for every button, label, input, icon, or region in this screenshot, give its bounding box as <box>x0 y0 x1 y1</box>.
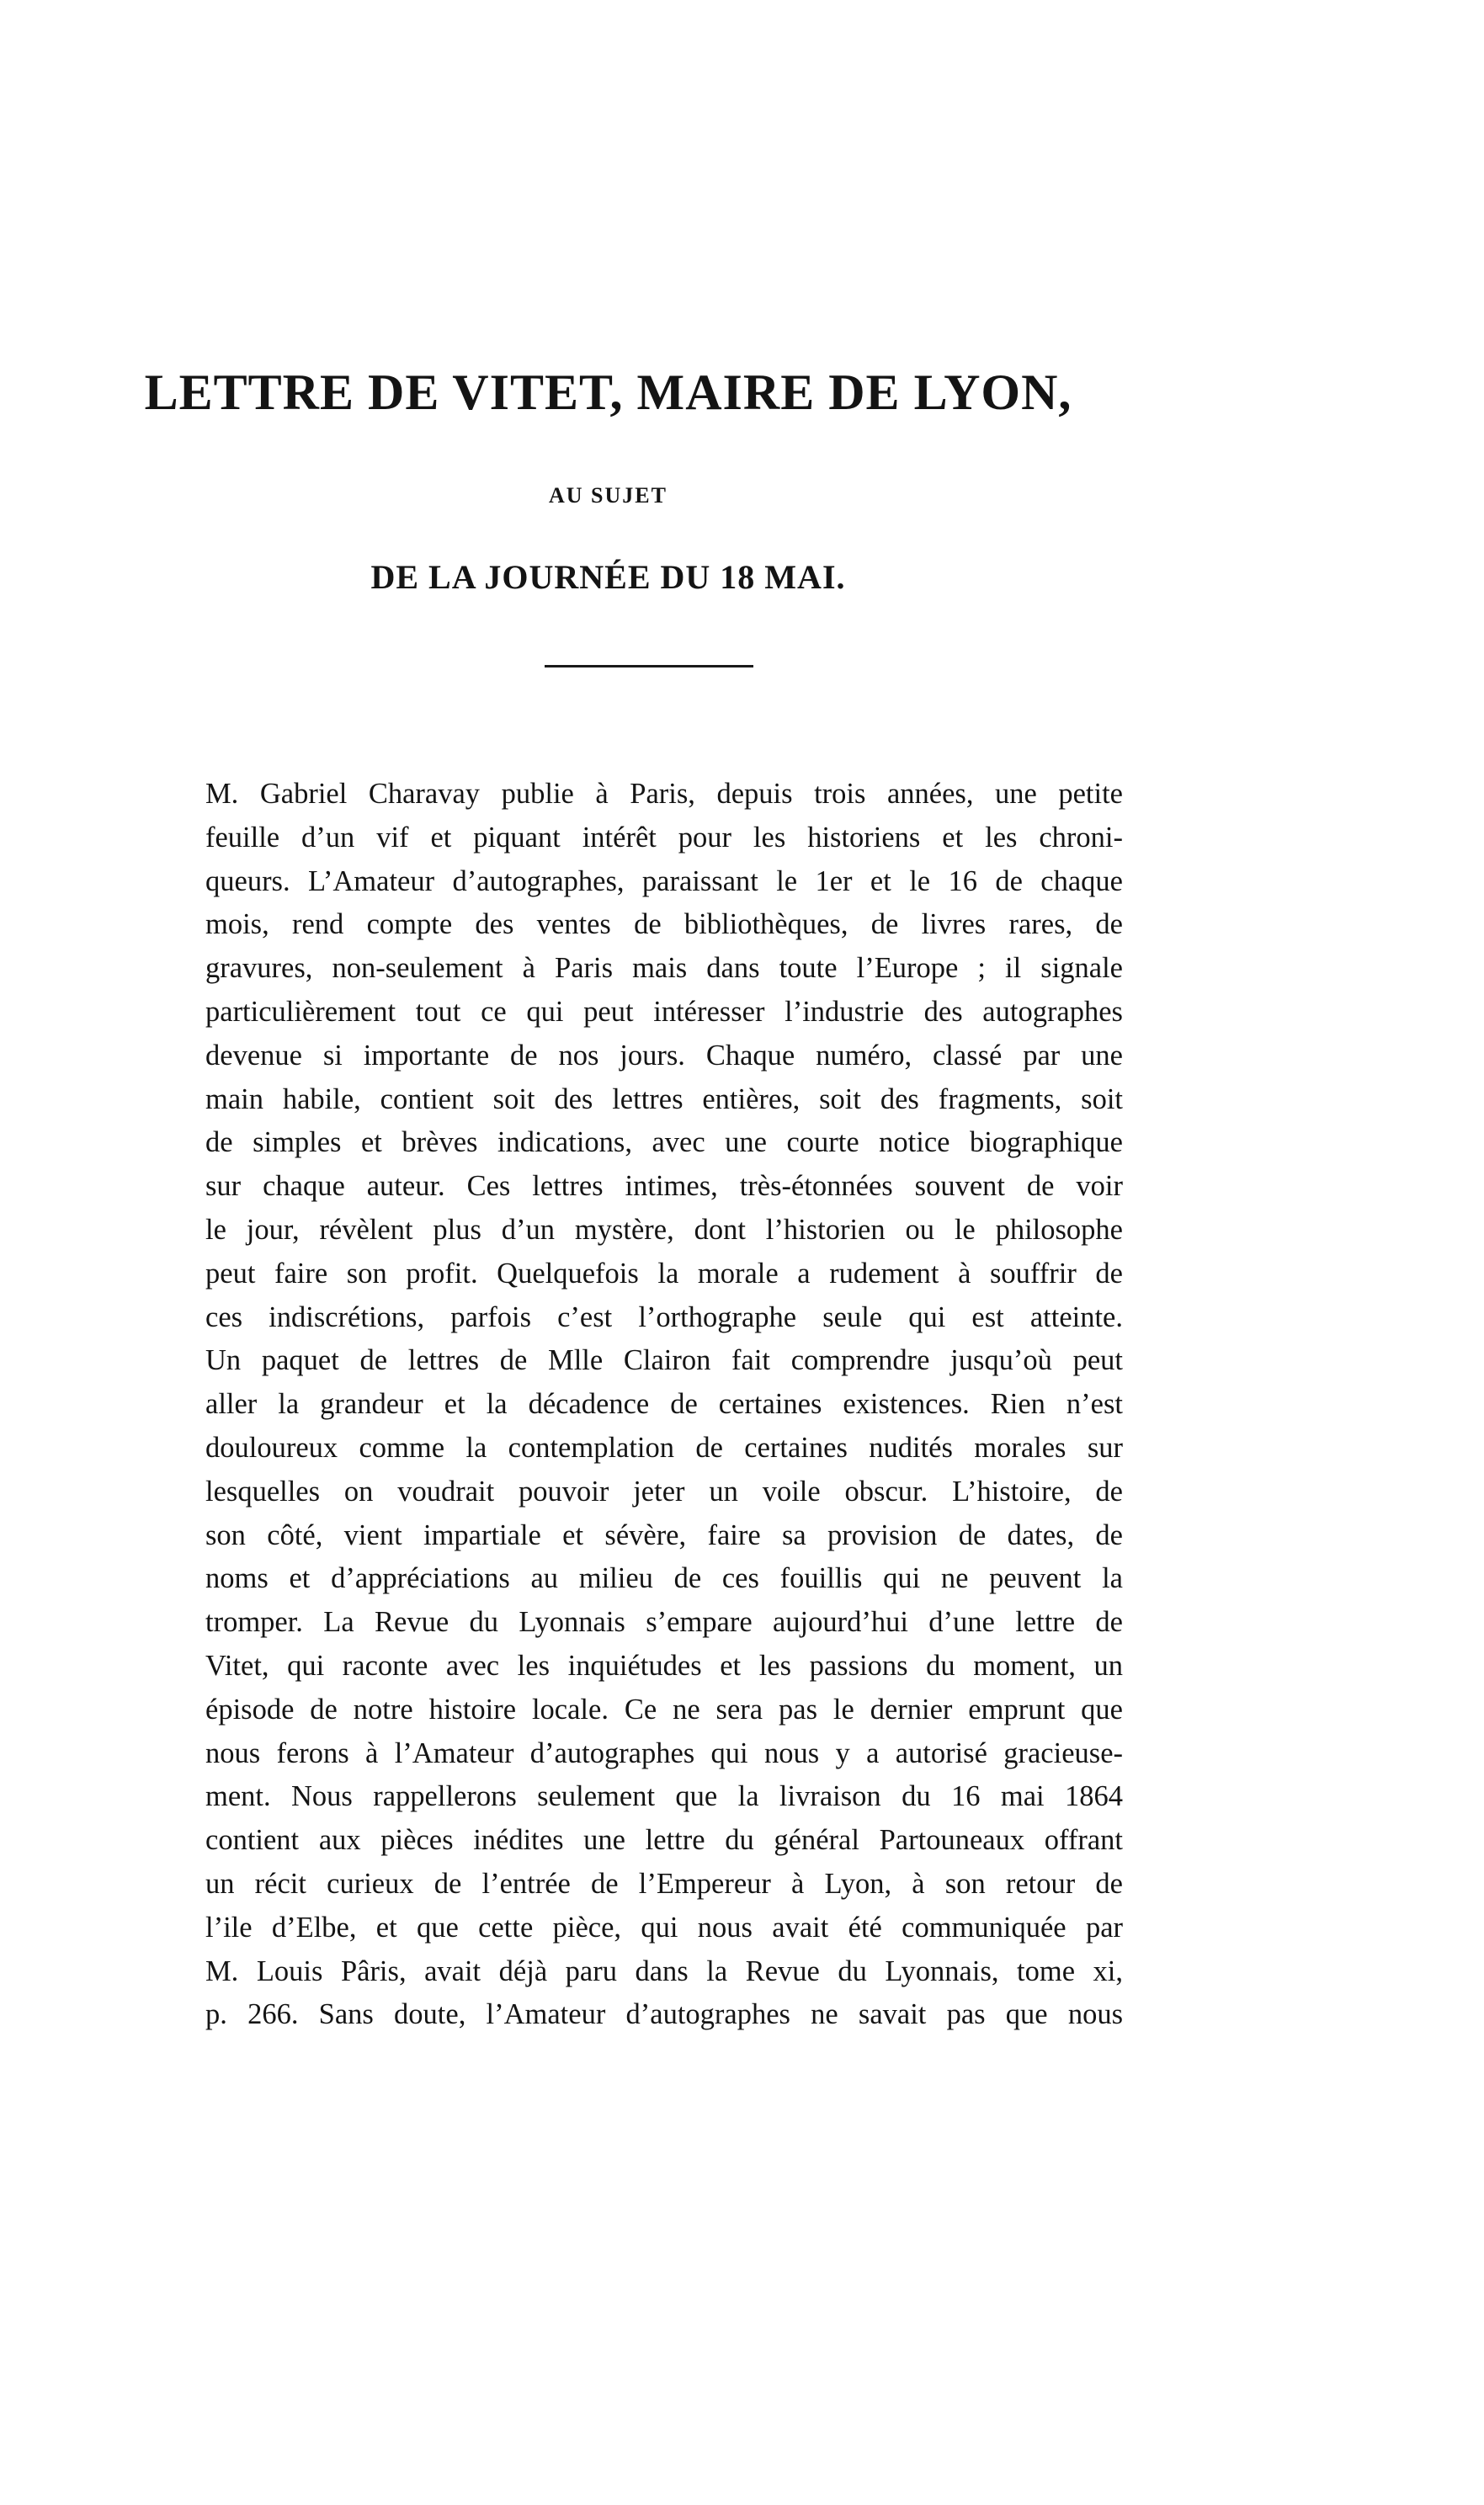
body-line: nous ferons à l’Amateur d’autographes qui nous y a autorisé gracieuse- <box>205 1736 1123 1769</box>
body-line: l’ile d’Elbe, et que cette pièce, qui nous avait été communiquée par <box>205 1911 1123 1944</box>
body-line: ment. Nous rappellerons seulement que la livraison du 16 mai 1864 <box>205 1780 1123 1813</box>
body-line: feuille d’un vif et piquant intérêt pour les historiens et les chroni- <box>205 821 1123 854</box>
body-line: p. 266. Sans doute, l’Amateur d’autographes ne savait pas que nous <box>205 1998 1123 2031</box>
article-title: LETTRE DE VITET, MAIRE DE LYON, <box>144 364 1072 420</box>
body-line: contient aux pièces inédites une lettre du général Partouneaux offrant <box>205 1824 1123 1857</box>
body-line: un récit curieux de l’entrée de l’Empereur à Lyon, à son retour de <box>205 1867 1123 1900</box>
separator-rule <box>545 665 753 667</box>
body-line: M. Gabriel Charavay publie à Paris, depuis trois années, une petite <box>205 778 1123 810</box>
body-line: Un paquet de lettres de Mlle Clairon fait comprendre jusqu’où peut <box>205 1344 1123 1377</box>
article-body <box>205 773 1123 2037</box>
body-line: sur chaque auteur. Ces lettres intimes, très-étonnées souvent de voir <box>205 1170 1123 1203</box>
body-line: douloureux comme la contemplation de certaines nudités morales sur <box>205 1431 1123 1464</box>
article-subtitle-date: DE LA JOURNÉE DU 18 MAI. <box>370 558 846 596</box>
body-line: peut faire son profit. Quelquefois la morale a rudement à souffrir de <box>205 1257 1123 1290</box>
body-line: particulièrement tout ce qui peut intéresser l’industrie des autographes <box>205 995 1123 1028</box>
body-line: lesquelles on voudrait pouvoir jeter un voile obscur. L’histoire, de <box>205 1475 1123 1508</box>
body-line: de simples et brèves indications, avec une courte notice biographique <box>205 1126 1123 1159</box>
body-line: Vitet, qui raconte avec les inquiétudes et les passions du moment, un <box>205 1649 1123 1682</box>
body-line: M. Louis Pâris, avait déjà paru dans la Revue du Lyonnais, tome xi, <box>205 1955 1123 1987</box>
body-line: épisode de notre histoire locale. Ce ne sera pas le dernier emprunt que <box>205 1693 1123 1726</box>
body-line: le jour, révèlent plus d’un mystère, dont l’historien ou le philosophe <box>205 1213 1123 1246</box>
body-line: devenue si importante de nos jours. Chaque numéro, classé par une <box>205 1039 1123 1072</box>
body-line: queurs. L’Amateur d’autographes, paraissant le 1er et le 16 de chaque <box>205 864 1123 897</box>
body-line: ces indiscrétions, parfois c’est l’orthographe seule qui est atteinte. <box>205 1300 1123 1333</box>
body-line: son côté, vient impartiale et sévère, faire sa provision de dates, de <box>205 1518 1123 1551</box>
body-line: gravures, non-seulement à Paris mais dans toute l’Europe ; il signale <box>205 952 1123 985</box>
body-line: tromper. La Revue du Lyonnais s’empare aujourd’hui d’une lettre de <box>205 1606 1123 1639</box>
body-line: aller la grandeur et la décadence de certaines existences. Rien n’est <box>205 1388 1123 1421</box>
body-line: noms et d’appréciations au milieu de ces fouillis qui ne peuvent la <box>205 1562 1123 1595</box>
body-line: mois, rend compte des ventes de bibliothèques, de livres rares, de <box>205 908 1123 941</box>
body-line: main habile, contient soit des lettres entières, soit des fragments, soit <box>205 1082 1123 1115</box>
article-subtitle: AU SUJET <box>549 483 668 508</box>
